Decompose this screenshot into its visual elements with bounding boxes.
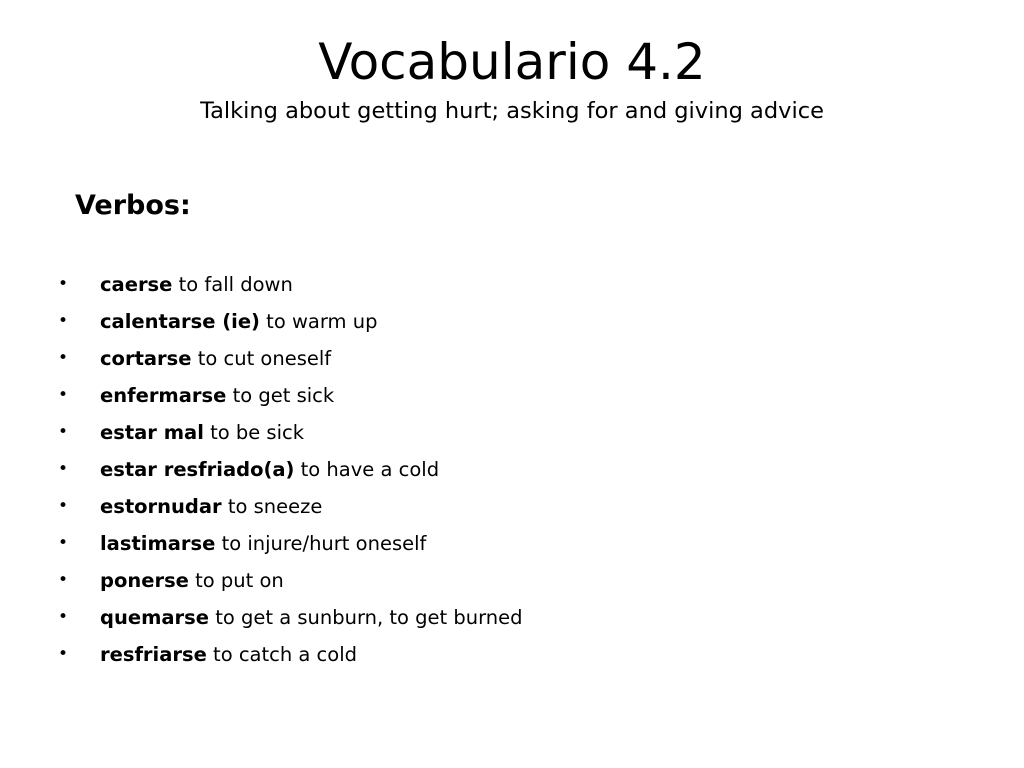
section-heading: Verbos: bbox=[75, 190, 191, 221]
verb-definition: to injure/hurt oneself bbox=[215, 532, 427, 555]
verb-list bbox=[58, 266, 758, 673]
title-block bbox=[0, 30, 1024, 128]
verb-definition: to catch a cold bbox=[206, 643, 358, 666]
verb-term: ponerse bbox=[100, 569, 189, 592]
verb-entry bbox=[100, 303, 377, 340]
verb-definition: to get sick bbox=[226, 384, 335, 407]
verb-term: caerse bbox=[100, 273, 173, 296]
list-item bbox=[58, 451, 758, 488]
verb-entry bbox=[100, 599, 523, 636]
bullet-icon: • bbox=[58, 607, 69, 627]
bullet-icon: • bbox=[58, 644, 69, 664]
list-item bbox=[58, 488, 758, 525]
verb-entry bbox=[100, 488, 322, 525]
slide-subtitle: Talking about getting hurt; asking for and giving advice bbox=[200, 98, 824, 124]
verb-definition: to sneeze bbox=[221, 495, 323, 518]
verb-entry bbox=[100, 266, 293, 303]
verb-term: estornudar bbox=[100, 495, 222, 518]
list-item bbox=[58, 599, 758, 636]
list-item bbox=[58, 377, 758, 414]
list-item bbox=[58, 525, 758, 562]
verb-definition: to be sick bbox=[203, 421, 305, 444]
bullet-icon: • bbox=[58, 311, 69, 331]
bullet-icon: • bbox=[58, 385, 69, 405]
bullet-icon: • bbox=[58, 570, 69, 590]
bullet-icon: • bbox=[58, 533, 69, 553]
list-item bbox=[58, 303, 758, 340]
verb-term: resfriarse bbox=[100, 643, 207, 666]
verb-definition: to have a cold bbox=[294, 458, 440, 481]
verb-definition: to get a sunburn, to get burned bbox=[209, 606, 523, 629]
verb-entry bbox=[100, 377, 334, 414]
verb-definition: to cut oneself bbox=[191, 347, 332, 370]
verb-term: lastimarse bbox=[100, 532, 216, 555]
verb-entry bbox=[100, 451, 439, 488]
list-item bbox=[58, 266, 758, 303]
list-item bbox=[58, 414, 758, 451]
verb-definition: to fall down bbox=[172, 273, 293, 296]
list-item bbox=[58, 340, 758, 377]
verb-entry bbox=[100, 562, 284, 599]
list-item bbox=[58, 562, 758, 599]
verb-entry bbox=[100, 414, 304, 451]
bullet-icon: • bbox=[58, 422, 69, 442]
verb-term: calentarse (ie) bbox=[100, 310, 260, 333]
bullet-icon: • bbox=[58, 496, 69, 516]
bullet-icon: • bbox=[58, 348, 69, 368]
bullet-icon: • bbox=[58, 459, 69, 479]
list-item bbox=[58, 636, 758, 673]
verb-definition: to put on bbox=[188, 569, 284, 592]
bullet-icon: • bbox=[58, 274, 69, 294]
verb-term: estar resfriado(a) bbox=[100, 458, 295, 481]
verb-term: enfermarse bbox=[100, 384, 227, 407]
verb-term: cortarse bbox=[100, 347, 192, 370]
verb-definition: to warm up bbox=[259, 310, 378, 333]
verb-entry bbox=[100, 636, 357, 673]
slide-title: Vocabulario 4.2 bbox=[318, 33, 706, 91]
verb-term: estar mal bbox=[100, 421, 204, 444]
verb-entry bbox=[100, 525, 426, 562]
verb-term: quemarse bbox=[100, 606, 209, 629]
verb-entry bbox=[100, 340, 331, 377]
